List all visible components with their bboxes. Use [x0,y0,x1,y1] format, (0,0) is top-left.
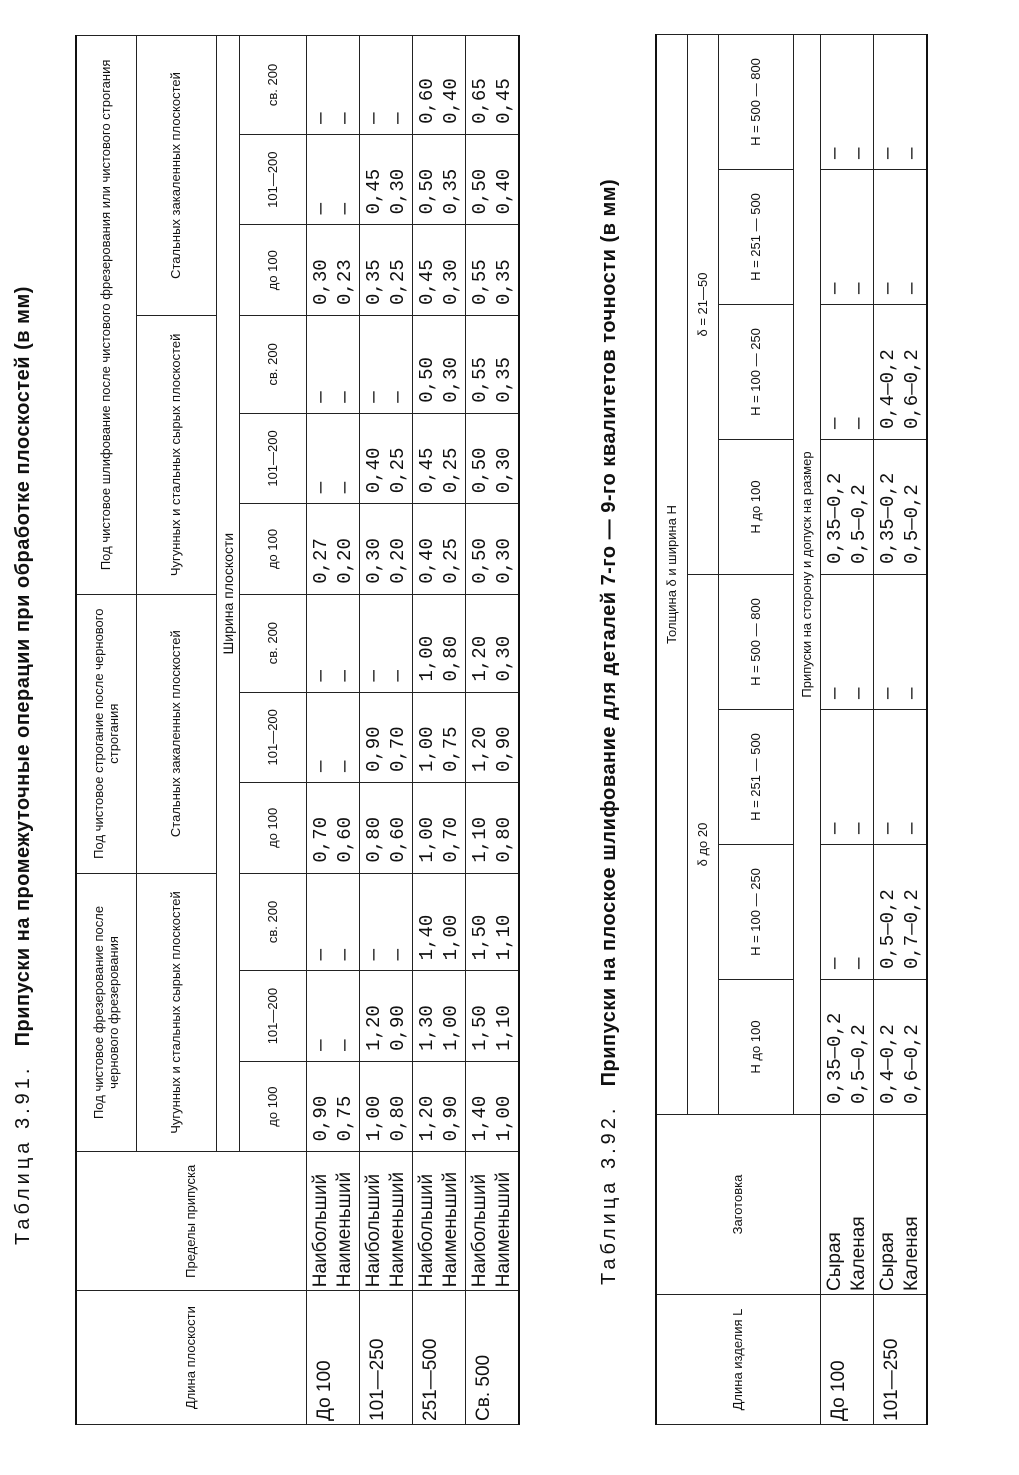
t391-limit-cell [466,1152,520,1291]
t391-subheader-4: Стальных закаленных плоскостей [137,36,217,316]
t392-thickness-band: Толщина δ и ширина H [656,35,688,1115]
t392-value: — [824,282,846,294]
t391-value: 0,90 [440,1095,462,1142]
t391-value: 0,30 [493,447,515,494]
t392-value-cell [821,170,874,305]
t392-value-cell [821,575,874,710]
t391-length-cell: Св. 500 [466,1291,520,1425]
t392-value-cell [874,980,928,1115]
t391-value: 0,30 [440,357,462,403]
t391-length-cell: До 100 [307,1291,360,1425]
t391-value-cell [413,783,466,874]
t392-value: 0,35—0,2 [824,472,846,564]
t391-subheader-1: Чугунных и стальных сырых плоскостей [137,873,217,1152]
t391-value: — [334,112,356,124]
t391-value: 0,25 [387,259,409,305]
t391-width-col-9: св. 200 [240,315,307,413]
t392-value: — [848,687,870,699]
t391-value-cell [307,783,360,874]
t392-length-cell: 101—250 [874,1295,928,1425]
t391-value-cell [360,594,413,692]
t392-value-cell [821,980,874,1115]
t392-blank-cell [874,1115,928,1295]
t391-limit-label: Наименьший [387,1171,408,1288]
t391-header-length: Длина плоскости [76,1291,307,1425]
t391-value: 0,45 [416,447,438,494]
t392-value: 0,35—0,2 [824,1012,846,1104]
t391-value: 0,60 [334,816,356,863]
t391-value-cell [413,36,466,135]
table-391-caption [12,286,35,1245]
t391-value-cell [360,873,413,971]
t391-limit-label: Наименьший [334,1171,355,1288]
t391-value: — [334,1039,356,1051]
t391-length-cell: 251—500 [413,1291,466,1425]
t391-value: 0,30 [310,259,332,305]
t391-value: 0,45 [363,168,385,215]
t391-value: — [310,112,332,124]
t391-value-cell [466,594,520,692]
table-row [874,35,928,1425]
t391-value-cell [466,225,520,316]
t391-header-group-3: Под чистовое шлифование после чистового фрезерования или чистового строгания [76,36,137,595]
t391-value: 0,80 [493,816,515,863]
t391-value-cell [466,1061,520,1152]
t392-value: 0,4—0,2 [877,349,899,429]
t391-value: 1,00 [416,635,438,682]
t391-value: 0,90 [387,1005,409,1051]
t392-footer-band: Припуски на сторону и допуск на размер [794,35,821,1115]
t392-value: — [877,282,899,294]
t392-col-1: H до 100 [719,980,794,1115]
t391-value: — [310,481,332,494]
t391-value: 0,30 [363,538,385,584]
t392-value: 0,6—0,2 [901,1024,923,1104]
t391-value-cell [466,413,520,504]
t392-value: — [848,282,870,294]
t391-header-group-2: Под чистовое строгание после чернового строгания [76,594,137,873]
t391-value-cell [307,594,360,692]
t391-value: 0,30 [387,168,409,215]
t392-subheader-b: δ = 21—50 [688,35,719,575]
t391-header-group-1: Под чистовое фрезерование после чернового фрезерования [76,873,137,1152]
t391-value: 0,75 [334,1095,356,1142]
t391-value: — [310,670,332,682]
t391-value: 0,40 [363,447,385,494]
t391-value-cell [466,36,520,135]
t392-value: 0,5—0,2 [901,484,923,564]
t392-blank-label: Сырая [877,1232,898,1291]
t392-value: — [901,147,923,159]
t391-value: 1,00 [440,914,462,961]
t391-value: — [387,948,409,961]
t391-value: 0,90 [493,726,515,773]
t392-value: 0,5—0,2 [877,889,899,969]
t391-value-cell [307,225,360,316]
t391-value-cell [307,971,360,1062]
table-row [360,36,413,1425]
t391-value: 0,60 [387,816,409,863]
t391-value: 1,00 [440,1005,462,1051]
t391-limit-label: Наибольший [469,1173,490,1288]
t391-value: — [363,948,385,961]
t392-value: — [901,282,923,294]
t391-value-cell [413,873,466,971]
t391-value: 0,27 [310,538,332,584]
t392-header-length: Длина изделия L [656,1295,821,1425]
t391-value: — [363,112,385,124]
t391-value: 0,50 [469,538,491,584]
t392-value: 0,6—0,2 [901,349,923,429]
t391-value: — [334,481,356,494]
t392-value: — [901,822,923,834]
table-row [466,36,520,1425]
t391-value: 0,40 [440,78,462,124]
t391-value-cell [360,413,413,504]
t391-value-cell [360,134,413,225]
t392-blank-label: Каленая [848,1216,869,1291]
t391-width-col-8: 101—200 [240,413,307,504]
t391-value-cell [360,315,413,413]
t392-col-6: H = 100 — 250 [719,305,794,440]
t391-value: — [363,391,385,403]
t392-value: — [824,147,846,159]
t391-value-cell [360,783,413,874]
t391-value: 1,10 [493,1005,515,1051]
t391-value: 0,25 [440,447,462,494]
t392-col-5: H до 100 [719,440,794,575]
t391-value-cell [413,692,466,783]
t391-width-col-10: до 100 [240,225,307,316]
t391-value: — [387,670,409,682]
t391-width-col-6: св. 200 [240,594,307,692]
t391-value-cell [307,315,360,413]
t391-value: 0,50 [416,357,438,403]
t391-value: — [387,391,409,403]
t391-value: 1,40 [469,1095,491,1142]
t392-value-cell [874,35,928,170]
t391-value: — [334,760,356,773]
t392-value-cell [821,710,874,845]
t391-width-col-5: 101—200 [240,692,307,783]
t392-value-cell [821,35,874,170]
t392-subheader-a: δ до 20 [688,575,719,1115]
t391-value: 0,20 [334,538,356,584]
t391-value: 0,20 [387,538,409,584]
t392-blank-label: Сырая [824,1232,845,1291]
t391-value: 0,70 [440,816,462,863]
t391-value-cell [466,971,520,1062]
t391-value: 0,80 [387,1095,409,1142]
t391-value-cell [413,594,466,692]
t391-width-col-1: до 100 [240,1061,307,1152]
t392-value-cell [874,440,928,575]
t391-value: 0,50 [416,168,438,215]
t391-value: 0,80 [440,635,462,682]
t391-value: 1,20 [469,635,491,682]
t392-value: — [824,417,846,429]
t392-value: — [901,687,923,699]
t391-value: — [387,112,409,124]
t391-value: — [310,391,332,403]
t391-limit-label: Наименьший [440,1171,461,1288]
t392-value-cell [821,845,874,980]
t391-value: — [310,203,332,215]
t391-value: 1,10 [469,816,491,863]
t392-header-blank: Заготовка [656,1115,821,1295]
t391-value-cell [360,1061,413,1152]
t392-value-cell [874,575,928,710]
t391-value: — [334,203,356,215]
t392-value: — [848,147,870,159]
t392-value: — [877,822,899,834]
t391-value: — [310,948,332,961]
t391-value: — [310,1039,332,1051]
t391-value-cell [466,315,520,413]
t392-value: — [824,687,846,699]
t391-value: 1,00 [416,726,438,773]
t391-value: 0,45 [493,78,515,124]
t391-value: 0,55 [469,259,491,305]
t391-value: 1,30 [416,1005,438,1051]
t391-body [307,36,520,1425]
t391-limit-label: Наибольший [363,1173,384,1288]
table-392-label: Таблица 3.92. [598,1104,620,1285]
t391-value: 0,40 [416,538,438,584]
t391-value-cell [307,413,360,504]
t392-blank-cell [821,1115,874,1295]
table-392-title: Припуски на плоское шлифование для деталей 7-го — 9-го квалитетов точности (в мм) [598,178,620,1087]
t392-value-cell [874,305,928,440]
t392-value: — [848,822,870,834]
t391-value: — [334,391,356,403]
t391-value: 0,30 [493,635,515,682]
t391-value: 1,10 [493,914,515,961]
t391-value-cell [466,504,520,595]
t391-value: 0,50 [469,168,491,215]
t391-value: — [334,670,356,682]
t391-limit-label: Наименьший [493,1171,514,1288]
t391-value: 0,55 [469,357,491,403]
t391-value-cell [307,873,360,971]
t391-limit-cell [307,1152,360,1291]
t391-value: 1,00 [493,1095,515,1142]
t391-value-cell [466,783,520,874]
t391-value: 0,35 [440,168,462,215]
t391-value-cell [413,315,466,413]
t392-col-3: H = 251 — 500 [719,710,794,845]
t391-width-col-3: св. 200 [240,873,307,971]
t391-value-cell [307,1061,360,1152]
t391-value: 0,35 [363,259,385,305]
t391-value: 0,70 [387,726,409,773]
t391-value: 1,50 [469,914,491,961]
t391-value: 0,60 [416,78,438,124]
t392-col-7: H = 251 — 500 [719,170,794,305]
t391-value: 0,45 [416,259,438,305]
t391-limit-cell [360,1152,413,1291]
t391-value: 0,75 [440,726,462,773]
t391-header-limits: Пределы припуска [76,1152,307,1291]
t391-value: 0,65 [469,78,491,124]
t392-value: 0,5—0,2 [848,484,870,564]
t392-value-cell [874,845,928,980]
t391-value-cell [307,692,360,783]
t392-value-cell [821,305,874,440]
t392-value: — [848,417,870,429]
table-392-caption [598,179,621,1285]
t392-value-cell [874,170,928,305]
t392-value: — [824,957,846,969]
t392-col-2: H = 100 — 250 [719,845,794,980]
t391-value: 1,00 [416,816,438,863]
t392-col-8: H = 500 — 800 [719,35,794,170]
t391-value: 0,30 [440,259,462,305]
t391-value-cell [307,504,360,595]
t391-value: 0,25 [440,538,462,584]
t391-value: — [363,670,385,682]
t391-value-cell [413,413,466,504]
table-row [413,36,466,1425]
t391-value: 0,90 [363,726,385,773]
t391-width-col-4: до 100 [240,783,307,874]
t391-value: 0,40 [493,168,515,215]
t392-value: 0,35—0,2 [877,472,899,564]
t391-value-cell [466,134,520,225]
t391-width-col-2: 101—200 [240,971,307,1062]
t391-value-cell [307,134,360,225]
t392-body [821,35,928,1425]
table-391-label: Таблица 3.91. [12,1064,34,1245]
t391-limit-cell [413,1152,466,1291]
t391-subheader-2: Стальных закаленных плоскостей [137,594,217,873]
t391-value-cell [413,134,466,225]
t391-limit-label: Наибольший [416,1173,437,1288]
t391-limit-label: Наибольший [310,1173,331,1288]
t391-value: 1,00 [363,1095,385,1142]
t392-blank-label: Каленая [901,1216,922,1291]
t391-value: 1,20 [363,1005,385,1051]
t391-value: 0,70 [310,816,332,863]
t391-value-cell [360,504,413,595]
t392-value: — [848,957,870,969]
t391-value: 1,40 [416,914,438,961]
t391-value: — [334,948,356,961]
t391-value-cell [413,225,466,316]
t391-value-cell [466,873,520,971]
t392-value: 0,5—0,2 [848,1024,870,1104]
t391-value-cell [307,36,360,135]
table-391 [75,35,520,1425]
table-row [307,36,360,1425]
t392-value: 0,7—0,2 [901,889,923,969]
t391-width-col-7: до 100 [240,504,307,595]
t391-value: 0,23 [334,259,356,305]
t391-value: 0,50 [469,447,491,494]
t392-length-cell: До 100 [821,1295,874,1425]
t391-value: 0,25 [387,447,409,494]
t391-width-col-11: 101—200 [240,134,307,225]
table-row [821,35,874,1425]
t392-value-cell [821,440,874,575]
t392-value-cell [874,710,928,845]
t391-value-cell [360,692,413,783]
t391-value-cell [413,971,466,1062]
t391-width-col-12: св. 200 [240,36,307,135]
t391-value-cell [360,225,413,316]
t392-value: — [877,147,899,159]
t392-col-4: H = 500 — 800 [719,575,794,710]
t391-subheader-3: Чугунных и стальных сырых плоскостей [137,315,217,594]
t391-value: 0,30 [493,538,515,584]
t391-value: 0,90 [310,1095,332,1142]
t391-value: 0,35 [493,259,515,305]
t391-length-cell: 101—250 [360,1291,413,1425]
t391-value: 1,20 [416,1095,438,1142]
t392-value: 0,4—0,2 [877,1024,899,1104]
t391-value: 1,50 [469,1005,491,1051]
t391-value-cell [360,36,413,135]
t391-value: — [310,760,332,773]
t391-value: 0,80 [363,816,385,863]
t391-value: 0,35 [493,357,515,403]
t391-value-cell [466,692,520,783]
t391-value-cell [413,504,466,595]
t391-value-cell [413,1061,466,1152]
table-392 [655,34,928,1425]
t392-value: — [824,822,846,834]
t391-value-cell [360,971,413,1062]
t391-value: 1,20 [469,726,491,773]
table-391-title: Припуски на промежуточные операции при обработке плоскостей (в мм) [12,286,34,1047]
t391-width-band: Ширина плоскости [217,36,240,1152]
t392-value: — [877,687,899,699]
